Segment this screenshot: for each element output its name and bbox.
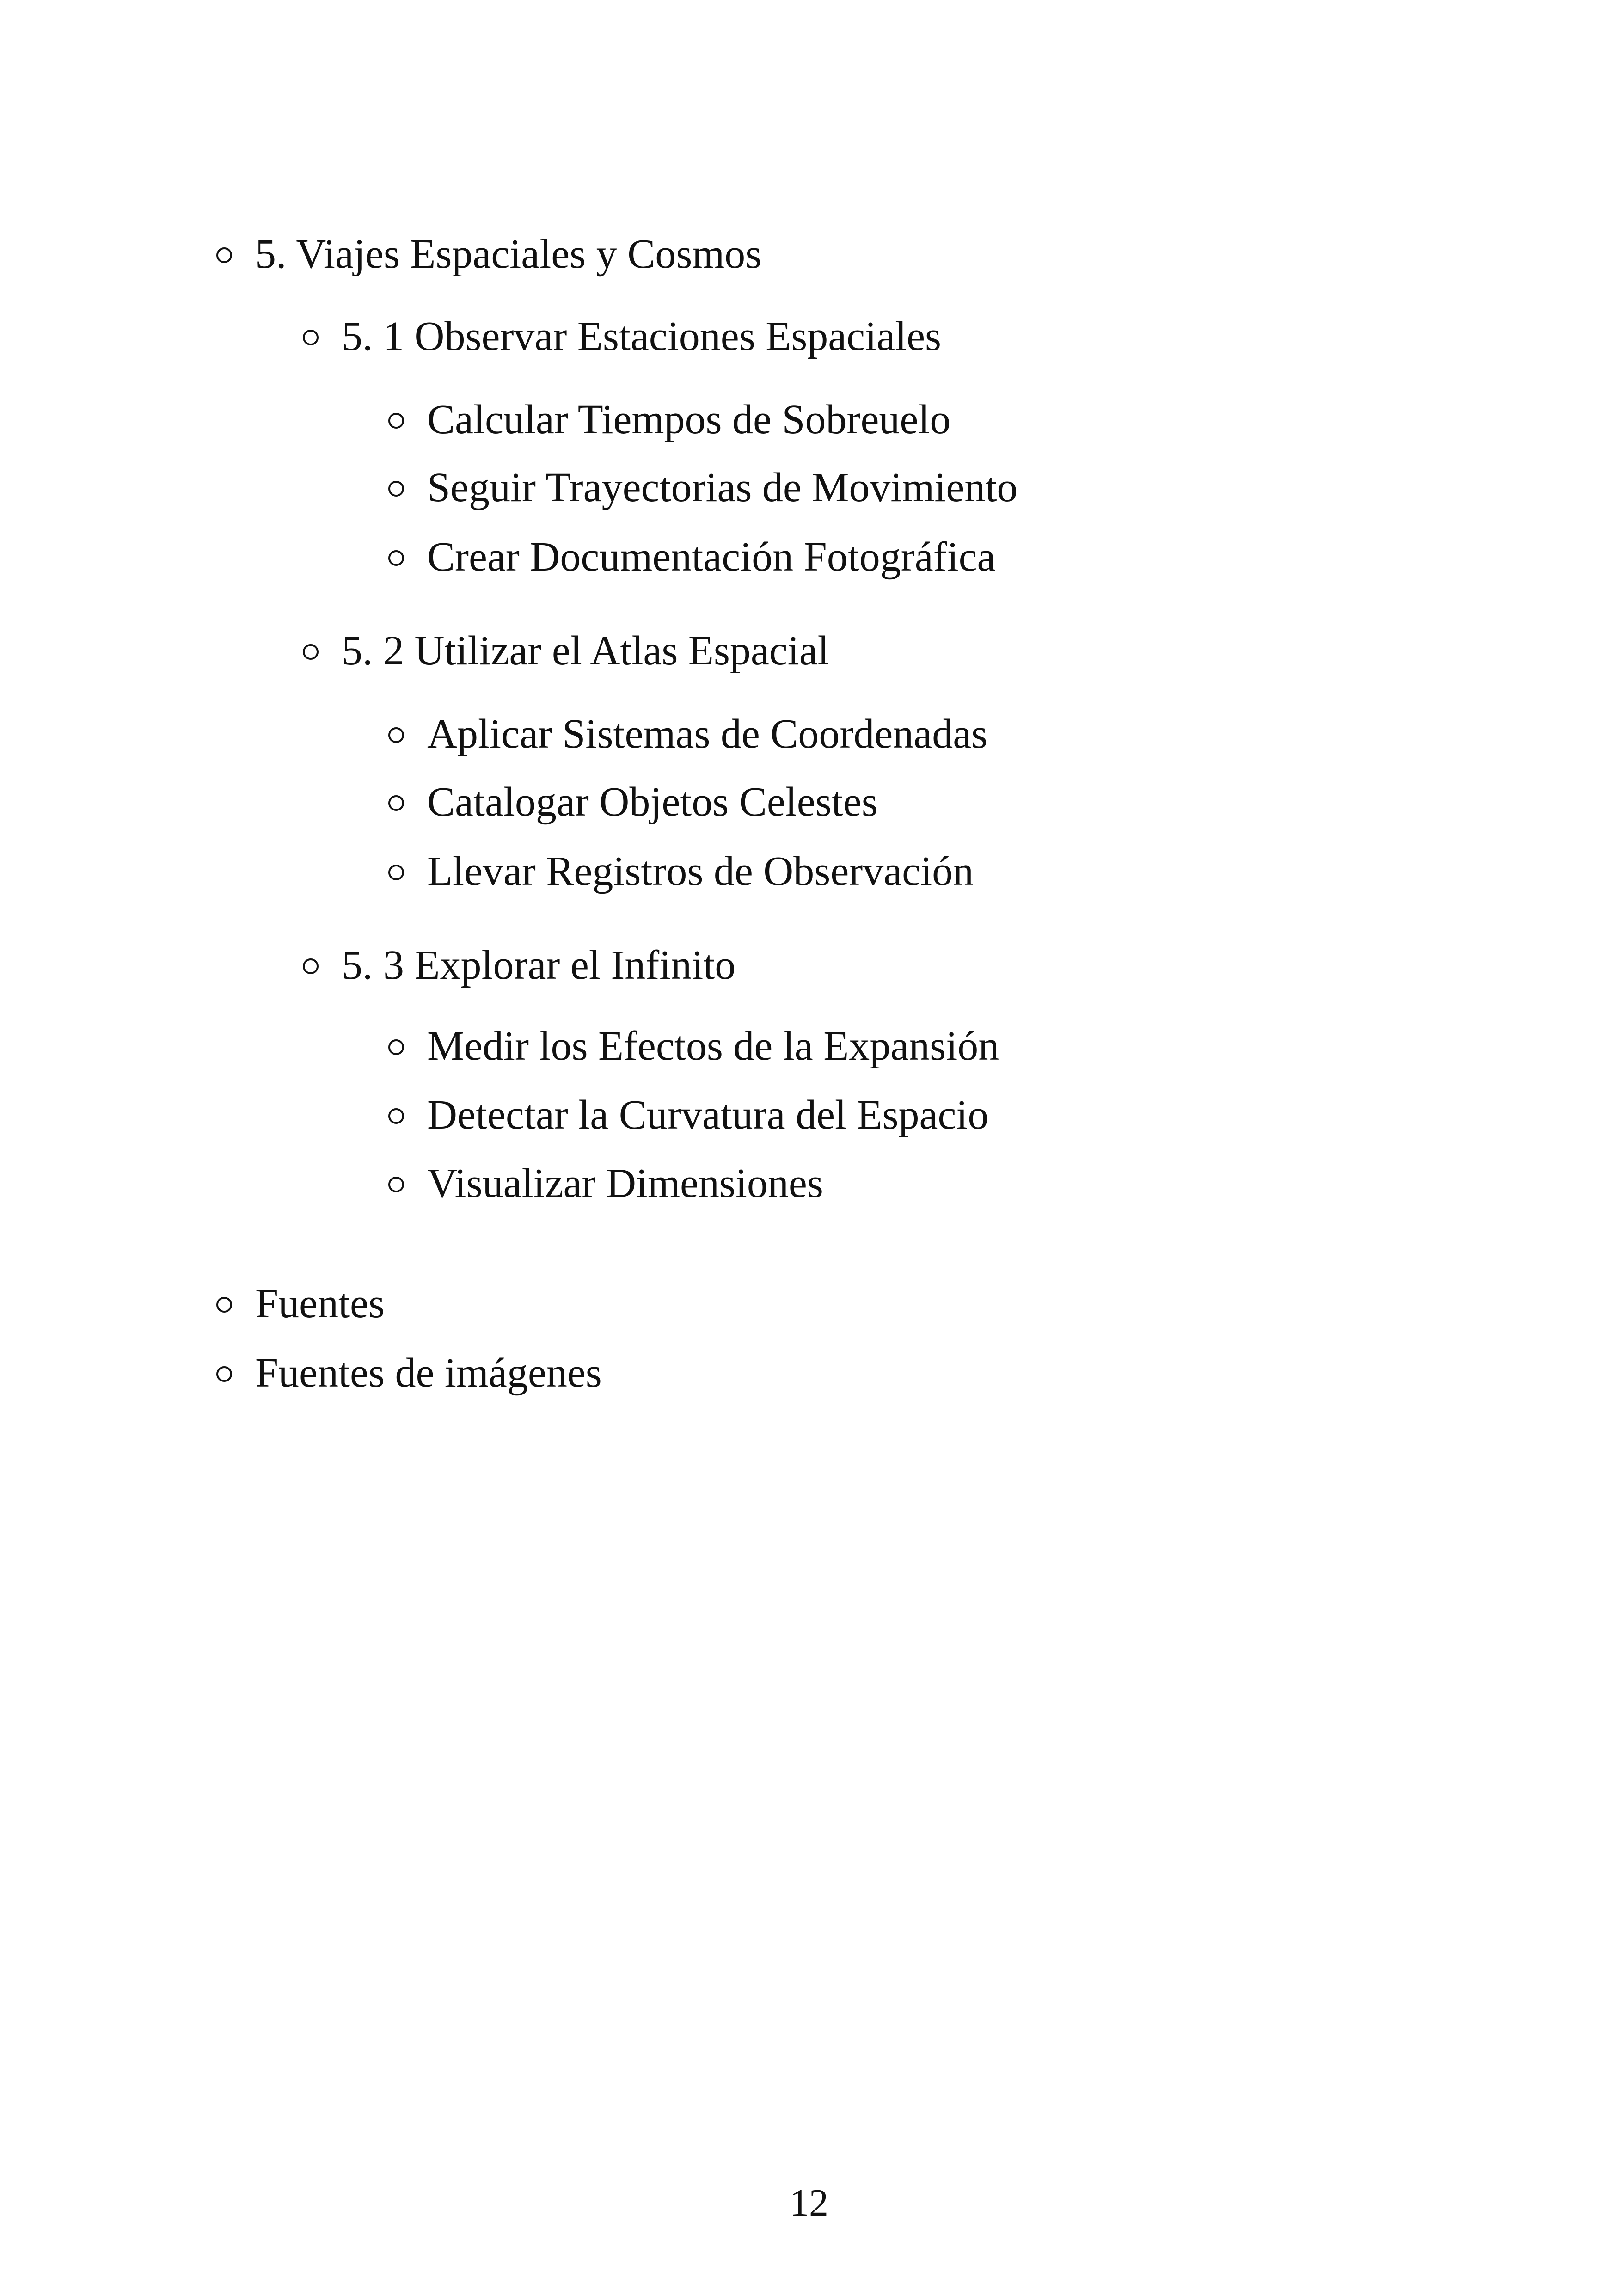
- toc-item-label: Crear Documentación Fotográfica: [427, 534, 996, 580]
- toc-item-label: Visualizar Dimensiones: [427, 1160, 823, 1206]
- bullet-icon: [388, 1177, 404, 1192]
- toc-section: [303, 313, 941, 360]
- toc-sources-label: Fuentes: [255, 1281, 385, 1326]
- toc-item-label: Aplicar Sistemas de Coordenadas: [427, 711, 988, 757]
- toc-item: [388, 1160, 823, 1207]
- toc-section: [303, 942, 735, 988]
- toc-image-sources: [216, 1350, 602, 1396]
- bullet-icon: [388, 727, 404, 743]
- toc-image-sources-label: Fuentes de imágenes: [255, 1350, 602, 1396]
- toc-item: [388, 1092, 988, 1138]
- toc-section-label: 5. 3 Explorar el Infinito: [342, 942, 736, 988]
- toc-section: [303, 628, 829, 674]
- toc-item: [388, 465, 1017, 511]
- bullet-icon: [388, 413, 404, 429]
- toc-item: [388, 711, 987, 757]
- bullet-icon: [388, 1108, 404, 1124]
- toc-item-label: Catalogar Objetos Celestes: [427, 779, 878, 825]
- page-number: 12: [790, 2181, 828, 2224]
- bullet-icon: [303, 644, 319, 660]
- bullet-icon: [303, 330, 319, 345]
- toc-item: [388, 397, 950, 443]
- toc-chapter-label: 5. Viajes Espaciales y Cosmos: [255, 231, 762, 277]
- toc-section-label: 5. 1 Observar Estaciones Espaciales: [342, 313, 942, 359]
- bullet-icon: [216, 1297, 232, 1313]
- toc-item: [388, 534, 996, 580]
- bullet-icon: [388, 550, 404, 566]
- bullet-icon: [388, 865, 404, 880]
- toc-item-label: Calcular Tiempos de Sobreuelo: [427, 397, 951, 442]
- toc-chapter: [216, 231, 761, 277]
- bullet-icon: [388, 481, 404, 497]
- toc-section-label: 5. 2 Utilizar el Atlas Espacial: [342, 628, 829, 674]
- bullet-icon: [216, 1366, 232, 1382]
- toc-item: [388, 848, 974, 895]
- toc-item-label: Detectar la Curvatura del Espacio: [427, 1092, 989, 1138]
- bullet-icon: [388, 1039, 404, 1055]
- toc-item-label: Llevar Registros de Observación: [427, 848, 974, 894]
- bullet-icon: [216, 247, 232, 263]
- toc-item-label: Seguir Trayectorias de Movimiento: [427, 465, 1018, 510]
- toc-item: [388, 1023, 999, 1069]
- toc-sources: [216, 1281, 385, 1327]
- toc-item-label: Medir los Efectos de la Expansión: [427, 1023, 999, 1069]
- toc-item: [388, 779, 878, 825]
- bullet-icon: [303, 958, 319, 974]
- bullet-icon: [388, 795, 404, 811]
